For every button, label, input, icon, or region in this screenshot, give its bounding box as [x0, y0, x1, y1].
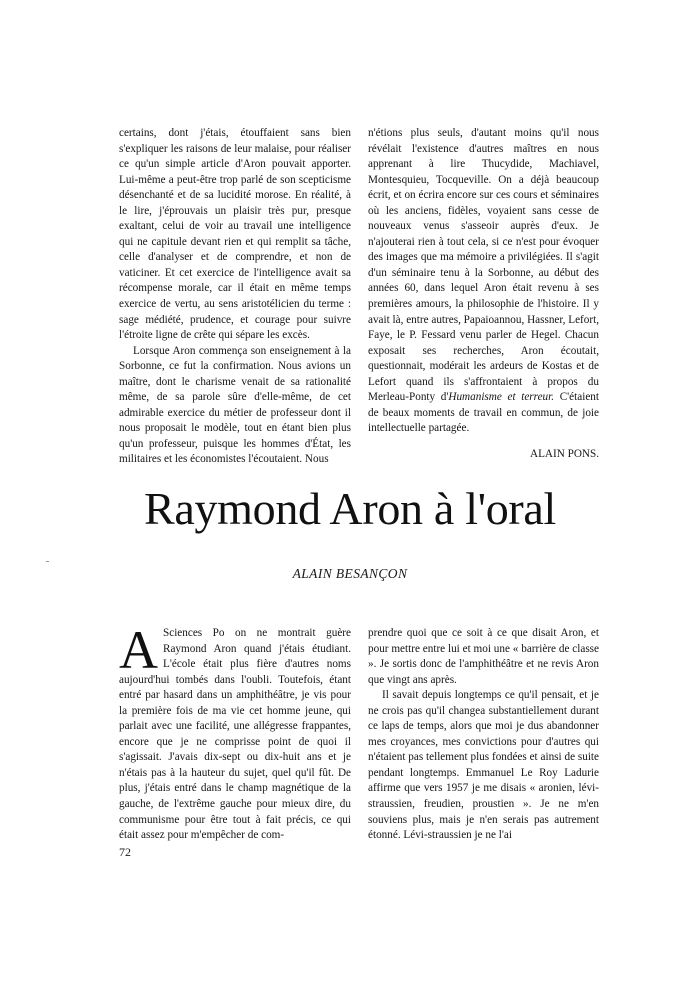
- margin-mark: [46, 561, 49, 562]
- paragraph: certains, dont j'étais, étouffaient sans bien s'expliquer les raisons de leur malaise, pour réaliser ce qu'un simple article d'Aron pouvait apporter. Lui-même a peut-être trop parlé de son scepticisme désenchanté et de sa lucidité morose. En réalité, à le lire, j'éprouvais un plaisir très pur, presque exaltant, celui de voir au travail une intelligence qui ne capitule devant rien et qui remplit sa tâche, celle d'analyser et de comprendre, et non de vaticiner. Et cet exercice de l'intelligence avait sa récompense morale, car il était en même temps exercice de vertu, au sens aristotélicien du terme : sage médiété, prudence, et courage pour suivre l'étroite ligne de crête qui sépare les excès.: [119, 127, 351, 342]
- bottom-right-column: [368, 626, 599, 844]
- article-title: Raymond Aron à l'oral: [143, 483, 557, 534]
- top-right-column: [368, 126, 599, 462]
- page-number: 72: [119, 845, 131, 859]
- paragraph: [368, 126, 599, 437]
- drop-cap: A: [119, 620, 158, 680]
- paragraph: Il savait depuis longtemps ce qu'il pensait, et je ne crois pas qu'il changea substantiellement durant ce laps de temps, alors que moi je dus abandonner mes croyances, mes convictions pour d'autres qui n'étaient pas tellement plus fondées et ainsi de suite pendant longtemps. Emmanuel Le Roy Ladurie affirme que vers 1957 je me disais « aronien, lévi-straussien, freudien, proustien ». Je ne m'en souviens plus, mais je n'en serais pas autrement étonné. Lévi-straussien je ne l'ai: [368, 689, 599, 842]
- paragraph: [119, 620, 351, 844]
- book-title-italic: Humanisme et terreur.: [448, 391, 555, 404]
- paragraph-text: Sciences Po on ne montrait guère Raymond Aron quand j'étais étudiant. L'école était plus fière d'autres noms aujourd'hui tombés dans l'oubli. Toutefois, étant entré par hasard dans un amphithéâtre, je vis pour la première fois de ma vie cet homme jeune, qui parlait avec une facilité, une allégresse frappantes, encore que je ne comprisse point de quoi il s'agissait. J'avais dix-sept ou dix-huit ans et je n'étais pas à la hauteur du sujet, quel qu'il fût. De plus, j'étais entré dans le champ magnétique de la gauche, de l'extrême gauche pour mieux dire, du communisme pour être tout à fait précis, ce qui était assez pour m'empêcher de com-: [119, 627, 351, 842]
- paragraph-text: n'étions plus seuls, d'autant moins qu'il nous révélait l'existence d'autres maîtres en nous apprenant à lire Thucydide, Machiavel, Montesquieu, Tocqueville. On a déjà beaucoup écrit, et on écrira encore sur ces cours et séminaires où les anciens, fidèles, voyaient sans cesse de nouveaux venus s'asseoir auprès d'eux. Je n'ajouterai rien à tout cela, si ce n'est pour évoquer des images que ma mémoire a privilégiées. Il s'agit d'un séminaire tenu à la Sorbonne, au début des années 60, dans lequel Aron était revenu à ses premières amours, la philosophie de l'histoire. Il y avait là, entre autres, Papaioannou, Hassner, Lefort, Faye, le P. Fessard venu parler de Hegel. Chacun exposait ses recherches, Aron écoutait, questionnait, modérait les ardeurs de Kostas et de Lefort quand ils s'affrontaient à propos du Merleau-Ponty d': [368, 127, 599, 404]
- bottom-left-column: [119, 620, 351, 844]
- paragraph: prendre quoi que ce soit à ce que disait Aron, et pour mettre entre lui et moi une « barrière de classe ». Je sortis donc de l'amphithéâtre et ne revis Aron que vingt ans après.: [368, 627, 599, 686]
- signature-alain-pons: ALAIN PONS.: [530, 447, 599, 460]
- paragraph: Lorsque Aron commença son enseignement à la Sorbonne, ce fut la confirmation. Nous avions un maître, dont le charisme venait de sa rationalité même, de sa parole sûre d'elle-même, de cet admirable exercice du métier de professeur dont il nous proposait le modèle, tout en étant bien plus qu'un professeur, puisque les hommes d'État, les militaires et les économistes l'écoutaient. Nous: [119, 344, 351, 466]
- paragraph-text: C'étaient de beaux moments de travail en commun, de joie intellectuelle partagée.: [368, 391, 599, 435]
- top-left-column: [119, 126, 351, 468]
- article-author: ALAIN BESANÇON: [292, 566, 408, 581]
